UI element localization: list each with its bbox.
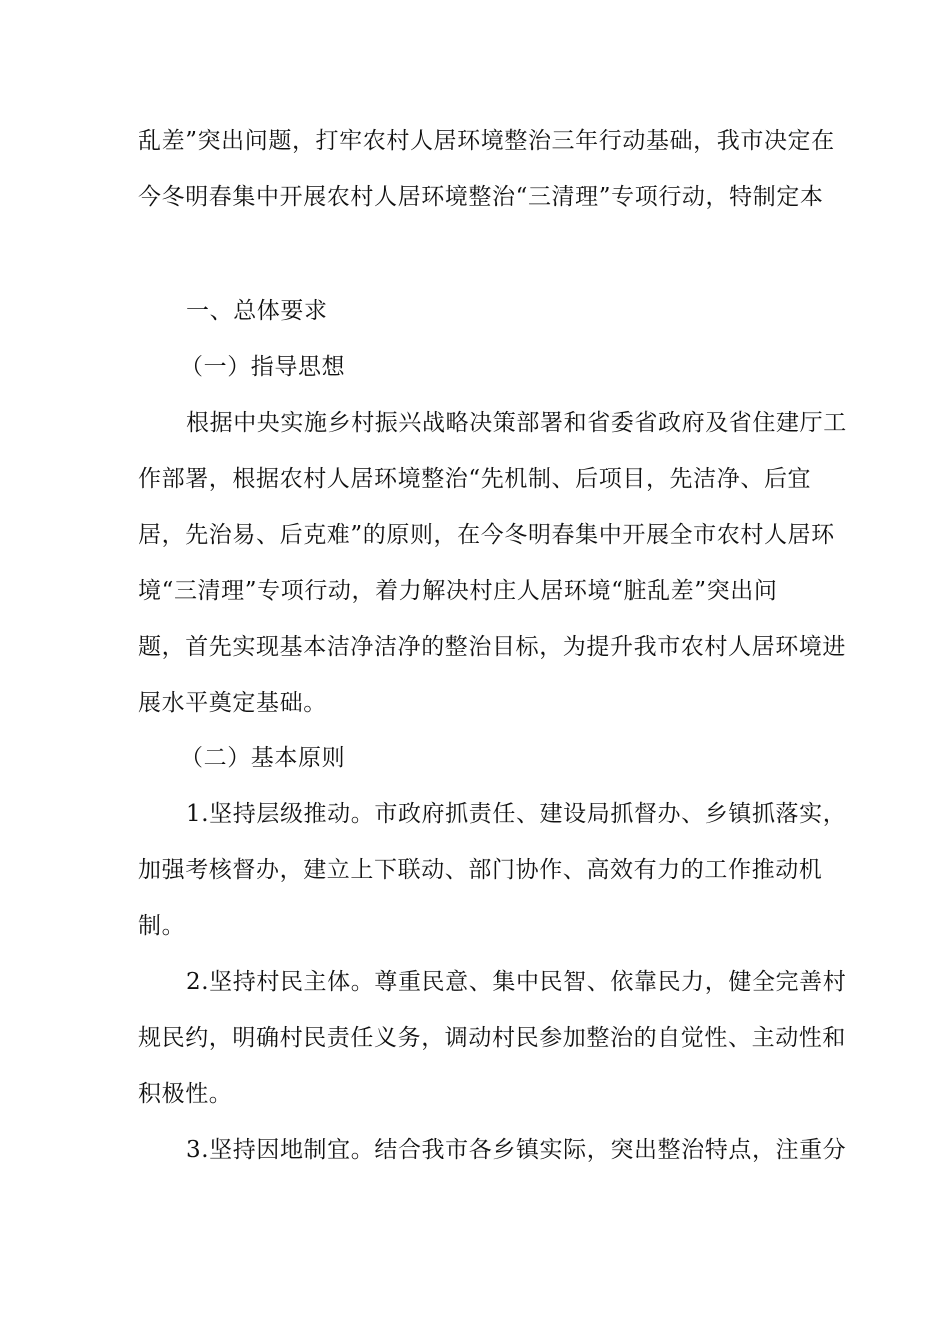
paragraph-line: 根据中央实施乡村振兴战略决策部署和省委省政府及省住建厅工	[186, 410, 847, 436]
paragraph-line: 规民约，明确村民责任义务，调动村民参加整治的自觉性、主动性和	[138, 1025, 846, 1051]
paragraph-line: 境“三清理”专项行动，着力解决村庄人居环境“脏乱差”突出问	[138, 578, 778, 604]
paragraph-line: 制。	[138, 913, 186, 939]
text-line: 乱差”突出问题，打牢农村人居环境整治三年行动基础，我市决定在	[138, 128, 835, 154]
paragraph-line: 3.坚持因地制宜。结合我市各乡镇实际，突出整治特点，注重分	[186, 1137, 847, 1163]
paragraph-line: 作部署，根据农村人居环境整治“先机制、后项目，先洁净、后宜	[138, 466, 812, 492]
paragraph-line: 展水平奠定基础。	[138, 690, 327, 716]
subsection-heading: （二）基本原则	[180, 745, 346, 771]
paragraph-line: 2.坚持村民主体。尊重民意、集中民智、依靠民力，健全完善村	[186, 969, 847, 995]
subsection-heading: （一）指导思想	[180, 354, 346, 380]
paragraph-line: 居，先治易、后克难”的原则，在今冬明春集中开展全市农村人居环	[138, 522, 835, 548]
section-heading: 一、总体要求	[186, 298, 328, 324]
paragraph-line: 积极性。	[138, 1081, 233, 1107]
paragraph-line: 1.坚持层级推动。市政府抓责任、建设局抓督办、乡镇抓落实，	[186, 801, 847, 827]
text-line: 今冬明春集中开展农村人居环境整治“三清理”专项行动，特制定本	[138, 184, 824, 210]
paragraph-line: 加强考核督办，建立上下联动、部门协作、高效有力的工作推动机	[138, 857, 823, 883]
paragraph-line: 题，首先实现基本洁净洁净的整治目标，为提升我市农村人居环境进	[138, 634, 846, 660]
